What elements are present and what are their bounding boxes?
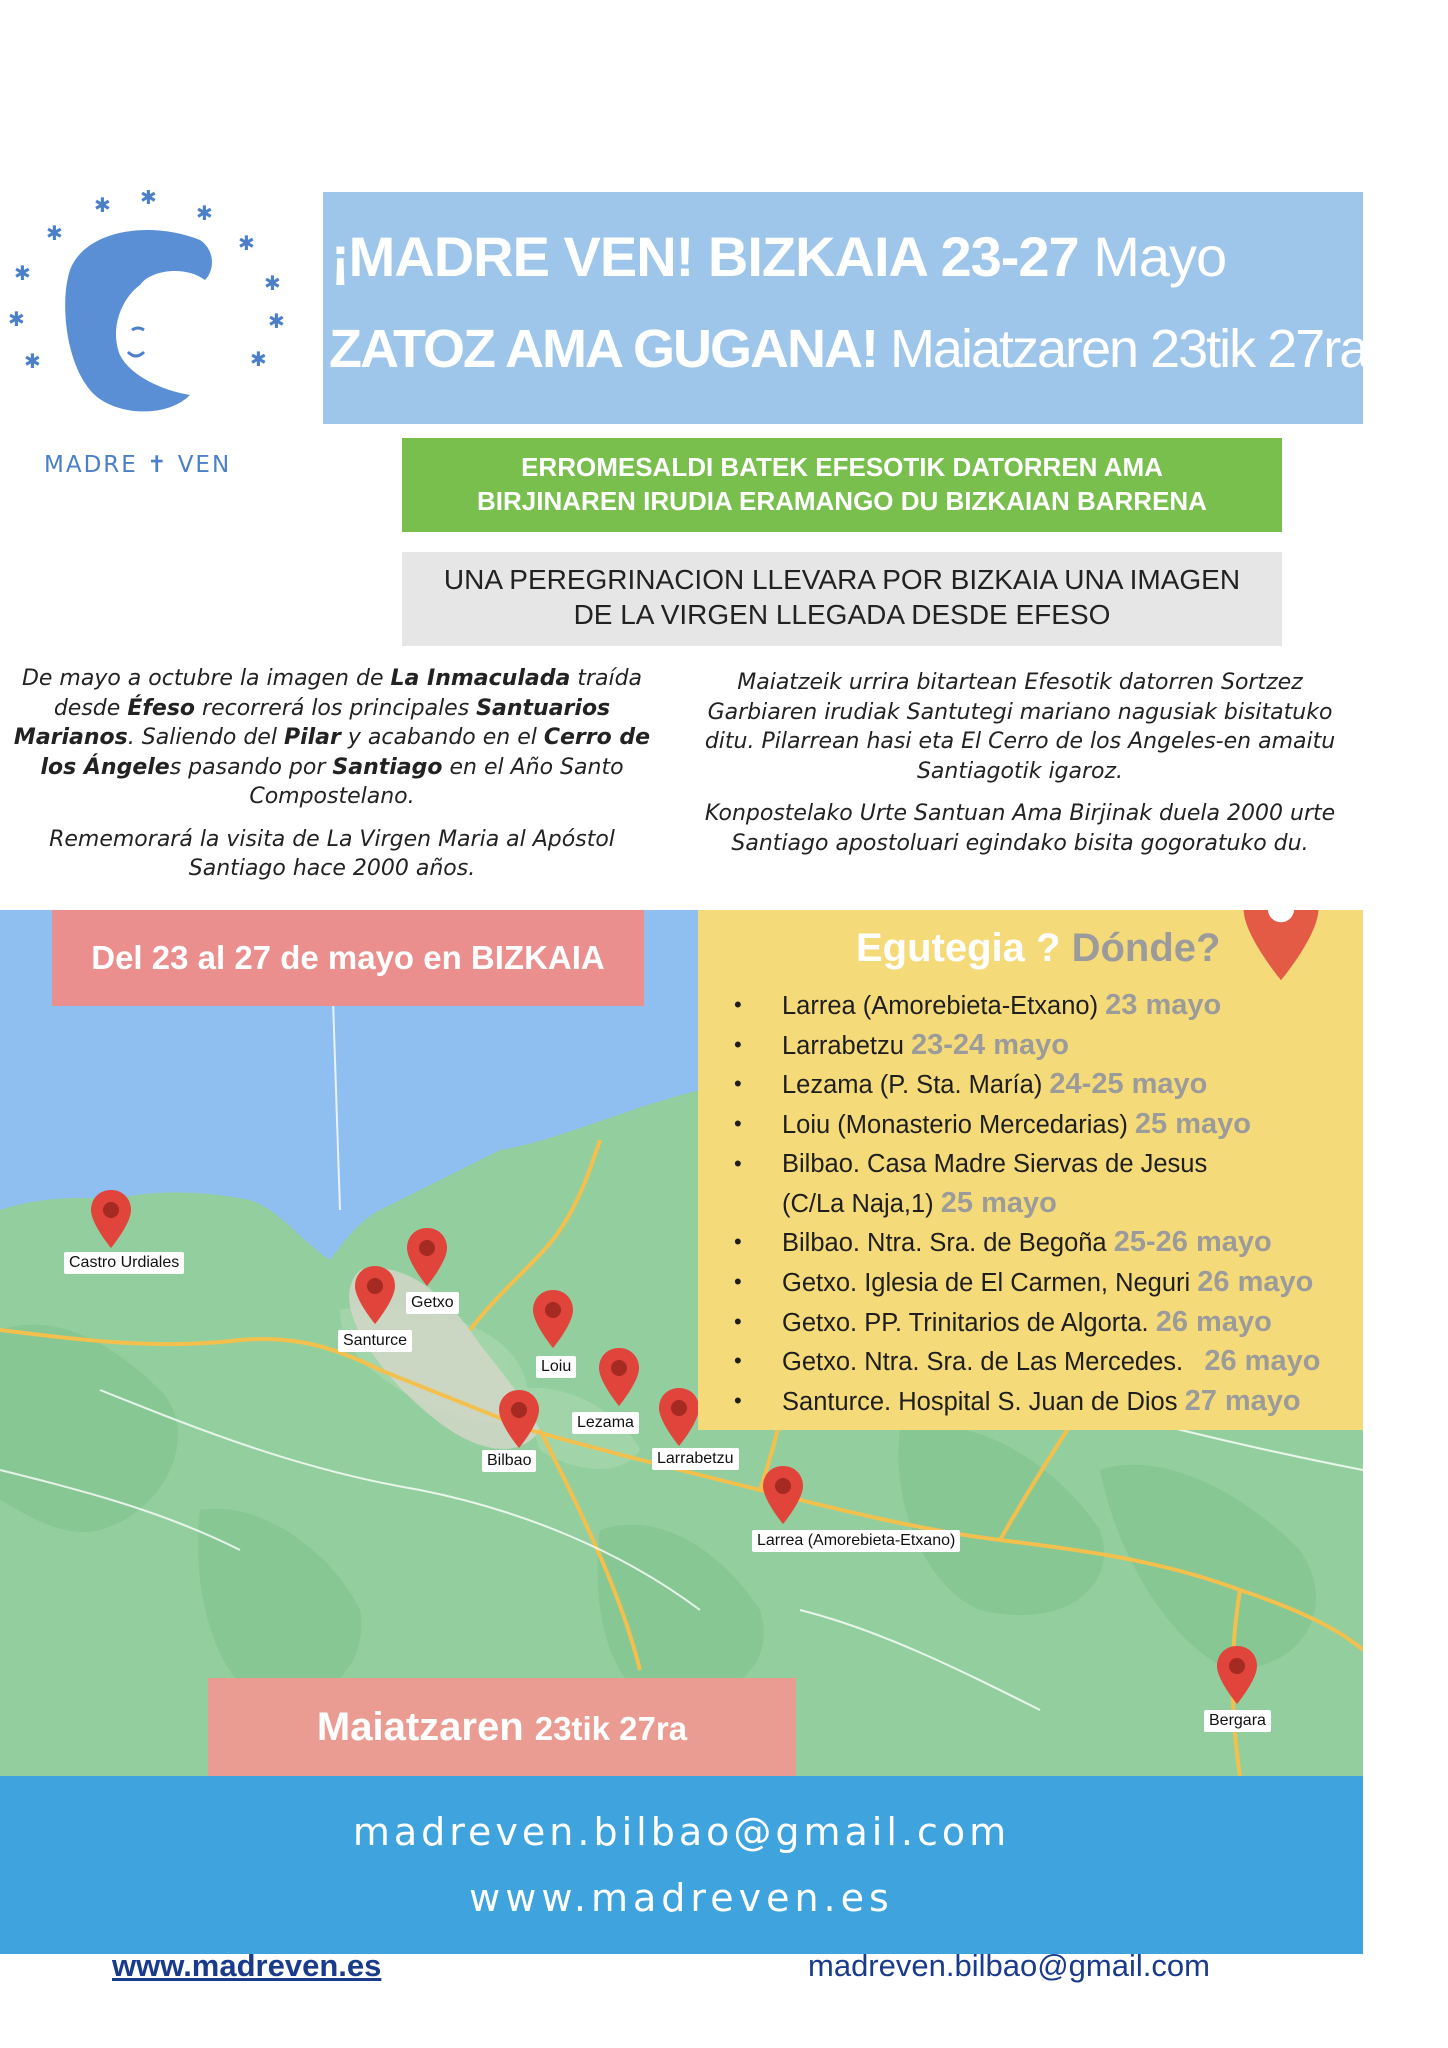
website-link[interactable]: www.madreven.es xyxy=(112,1948,382,1983)
description-basque: Maiatzeik urrira bitartean Efesotik datorren Sortzez Garbiaren irudiak Santutegi mariano nagusiak bisitatuko ditu. Pilarrean hasi eta El Cerro de los Angeles-en amaitu Santiagotik igaroz. Konpostelako Urte Santuan Ama Birjinak duela 2000 urte Santiago apostoluari egindako bisita gogoratuko du. xyxy=(704,670,1336,856)
list-item: • Santurce. Hospital S. Juan de Dios 27 mayo xyxy=(734,1382,1354,1422)
title-banner xyxy=(323,192,1368,424)
place-label-loiu: Loiu xyxy=(536,1356,576,1378)
svg-text:✱: ✱ xyxy=(94,193,111,217)
spanish-subtitle-box: UNA PEREGRINACION LLEVARA POR BIZKAIA UNA IMAGEN DE LA VIRGEN LLEGADA DESDE EFESO xyxy=(402,552,1282,646)
map-pin-icon xyxy=(496,1388,542,1450)
big-map-pin-icon xyxy=(1238,910,1324,984)
svg-text:✱: ✱ xyxy=(46,221,63,245)
bottom-dates-label: Maiatzaren 23tik 27ra xyxy=(208,1678,796,1776)
place-label-larrea: Larrea (Amorebieta-Etxano) xyxy=(752,1530,960,1552)
logo-text: MADRE ✝ VEN xyxy=(44,452,232,478)
list-item: • Loiu (Monasterio Mercedarias) 25 mayo xyxy=(734,1105,1354,1145)
place-label-castro-urdiales: Castro Urdiales xyxy=(64,1252,184,1274)
svg-text:✱: ✱ xyxy=(8,307,25,331)
map xyxy=(0,910,1363,1776)
email-link[interactable]: madreven.bilbao@gmail.com xyxy=(808,1948,1210,1983)
svg-text:✱: ✱ xyxy=(250,347,267,371)
place-label-larrabetzu: Larrabetzu xyxy=(652,1448,739,1470)
list-item: • Getxo. PP. Trinitarios de Algorta. 26 mayo xyxy=(734,1303,1354,1343)
list-item: • Bilbao. Casa Madre Siervas de Jesus (C/La Naja,1) 25 mayo xyxy=(734,1145,1354,1223)
list-item: • Getxo. Iglesia de El Carmen, Neguri 26 mayo xyxy=(734,1263,1354,1303)
map-pin-icon xyxy=(530,1288,576,1350)
svg-text:✱: ✱ xyxy=(24,349,41,373)
map-pin-icon xyxy=(596,1346,642,1408)
map-pin-icon xyxy=(1214,1644,1260,1706)
footer-contact-banner xyxy=(0,1776,1363,1954)
footer-website[interactable]: www.madreven.es xyxy=(469,1876,894,1920)
basque-subtitle-box: ERROMESALDI BATEK EFESOTIK DATORREN AMA BIRJINAREN IRUDIA ERAMANGO DU BIZKAIAN BARRENA xyxy=(402,438,1282,532)
map-pin-icon xyxy=(656,1386,702,1448)
place-label-bilbao: Bilbao xyxy=(482,1450,536,1472)
list-item: • Getxo. Ntra. Sra. de Las Mercedes. 26 mayo xyxy=(734,1342,1354,1382)
list-item: • Lezama (P. Sta. María) 24-25 mayo xyxy=(734,1065,1354,1105)
virgin-mary-face-with-stars-logo xyxy=(0,190,300,430)
place-label-santurce: Santurce xyxy=(338,1330,412,1352)
logo xyxy=(0,190,300,490)
map-pin-icon xyxy=(404,1226,450,1288)
list-item: • Bilbao. Ntra. Sra. de Begoña 25-26 mayo xyxy=(734,1223,1354,1263)
place-label-getxo: Getxo xyxy=(406,1292,459,1314)
calendar-title: Egutegia ? Dónde? xyxy=(856,926,1221,970)
list-item: • Larrabetzu 23-24 mayo xyxy=(734,1026,1354,1066)
calendar-box xyxy=(698,910,1363,1430)
title-line-1: ¡MADRE VEN! BIZKAIA 23-27 Mayo xyxy=(331,225,1227,288)
svg-text:✱: ✱ xyxy=(264,271,281,295)
svg-text:✱: ✱ xyxy=(196,201,213,225)
map-pin-icon xyxy=(352,1264,398,1326)
place-label-lezama: Lezama xyxy=(572,1412,639,1434)
map-pin-icon xyxy=(760,1464,806,1526)
calendar-list xyxy=(734,986,1354,1422)
list-item: • Larrea (Amorebieta-Etxano) 23 mayo xyxy=(734,986,1354,1026)
footer-email[interactable]: madreven.bilbao@gmail.com xyxy=(352,1810,1011,1854)
svg-text:✱: ✱ xyxy=(14,261,31,285)
place-label-bergara: Bergara xyxy=(1204,1710,1271,1732)
svg-text:✱: ✱ xyxy=(140,190,157,209)
svg-text:✱: ✱ xyxy=(238,231,255,255)
description-spanish: De mayo a octubre la imagen de La Inmaculada traída desde Éfeso recorrerá los principales Santuarios Marianos. Saliendo del Pilar y acabando en el Cerro de los Ángeles pasando por Santiago en el Año Santo Compostelano. Rememorará la visita de La Virgen Maria al Apóstol Santiago hace 2000 años. xyxy=(13,666,651,881)
map-pin-icon xyxy=(88,1188,134,1250)
svg-text:✱: ✱ xyxy=(268,309,285,333)
title-line-2: ZATOZ AMA GUGANA! Maiatzaren 23tik 27ra xyxy=(329,319,1368,379)
dates-label: Del 23 al 27 de mayo en BIZKAIA xyxy=(52,910,644,1006)
